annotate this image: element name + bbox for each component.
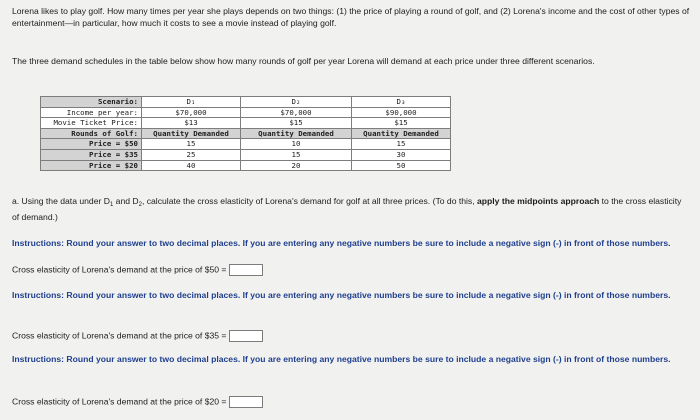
- answer-row-20: [12, 396, 690, 408]
- qd-cell: 50: [352, 160, 451, 171]
- qd-cell: 15: [142, 139, 241, 150]
- answer-row-50: [12, 264, 690, 276]
- scenario-d1: D₁: [142, 97, 241, 108]
- qd-cell: 10: [241, 139, 352, 150]
- answer-label-20: Cross elasticity of Lorena's demand at the price of $20 =: [12, 396, 227, 407]
- instructions-text: Round your answer to two decimal places. If you are entering any negative numbers be sure to include a negative sign (-) in front of those numbers.: [64, 290, 671, 300]
- table-row: [41, 107, 451, 118]
- answer-row-35: [12, 330, 690, 342]
- cross-elasticity-20-input[interactable]: [229, 396, 263, 408]
- scenario-d3: D₃: [352, 97, 451, 108]
- instructions-block: [12, 290, 690, 302]
- answer-label-35: Cross elasticity of Lorena's demand at the price of $35 =: [12, 330, 227, 341]
- qd-cell: 15: [241, 149, 352, 160]
- movie-price-d1: $13: [142, 118, 241, 129]
- table-row: [41, 97, 451, 108]
- qd-cell: 15: [352, 139, 451, 150]
- qd-cell: 30: [352, 149, 451, 160]
- instructions-lead: Instructions:: [12, 290, 65, 300]
- cross-elasticity-35-input[interactable]: [229, 330, 263, 342]
- instructions-text: Round your answer to two decimal places. If you are entering any negative numbers be sure to include a negative sign (-) in front of those numbers.: [64, 238, 671, 248]
- movie-price-label: Movie Ticket Price:: [41, 118, 142, 129]
- instructions-block: [12, 354, 690, 366]
- income-d1: $70,000: [142, 107, 241, 118]
- table-intro-paragraph: The three demand schedules in the table below show how many rounds of golf per year Lorena will demand at each price under three different scenarios.: [12, 56, 595, 66]
- scenario-d2: D₂: [241, 97, 352, 108]
- question-a-mid2: , calculate the cross elasticity of Lorena's demand for golf at all three prices. (To do this,: [141, 196, 478, 206]
- instructions-block: [12, 238, 690, 250]
- income-d3: $90,000: [352, 107, 451, 118]
- table-header-row: [41, 128, 451, 139]
- movie-price-d2: $15: [241, 118, 352, 129]
- qd-header-d2: Quantity Demanded: [241, 128, 352, 139]
- qd-cell: 40: [142, 160, 241, 171]
- table-row: [41, 160, 451, 171]
- intro-paragraph: Lorena likes to play golf. How many times per year she plays depends on two things: (1) the price of playing a round of golf, and (2) Lorena's income and the cost of other types of entertainment—in particular, how much it costs to see a movie instead of playing golf.: [12, 6, 690, 28]
- scenario-label: Scenario:: [41, 97, 142, 108]
- answer-label-50: Cross elasticity of Lorena's demand at the price of $50 =: [12, 264, 227, 275]
- movie-price-d3: $15: [352, 118, 451, 129]
- rounds-label: Rounds of Golf:: [41, 128, 142, 139]
- subscript-2: 2: [138, 202, 142, 208]
- qd-header-d3: Quantity Demanded: [352, 128, 451, 139]
- question-a-mid1: and D: [113, 196, 139, 206]
- income-label: Income per year:: [41, 107, 142, 118]
- question-a-bold: apply the midpoints approach: [477, 196, 600, 206]
- price-cell: Price = $50: [41, 139, 142, 150]
- instructions-text: Round your answer to two decimal places. If you are entering any negative numbers be sure to include a negative sign (-) in front of those numbers.: [64, 354, 671, 364]
- table-row: [41, 149, 451, 160]
- qd-cell: 25: [142, 149, 241, 160]
- qd-cell: 20: [241, 160, 352, 171]
- question-a: [12, 196, 690, 223]
- question-a-suffix: to the cross elasticity of demand.): [12, 196, 682, 222]
- table-row: [41, 118, 451, 129]
- question-a-prefix: a. Using the data under D: [12, 196, 110, 206]
- income-d2: $70,000: [241, 107, 352, 118]
- instructions-lead: Instructions:: [12, 238, 65, 248]
- qd-header-d1: Quantity Demanded: [142, 128, 241, 139]
- price-cell: Price = $35: [41, 149, 142, 160]
- demand-schedule-table: [40, 96, 451, 171]
- instructions-lead: Instructions:: [12, 354, 65, 364]
- table-row: [41, 139, 451, 150]
- price-cell: Price = $20: [41, 160, 142, 171]
- cross-elasticity-50-input[interactable]: [229, 264, 263, 276]
- subscript-1: 1: [109, 202, 114, 208]
